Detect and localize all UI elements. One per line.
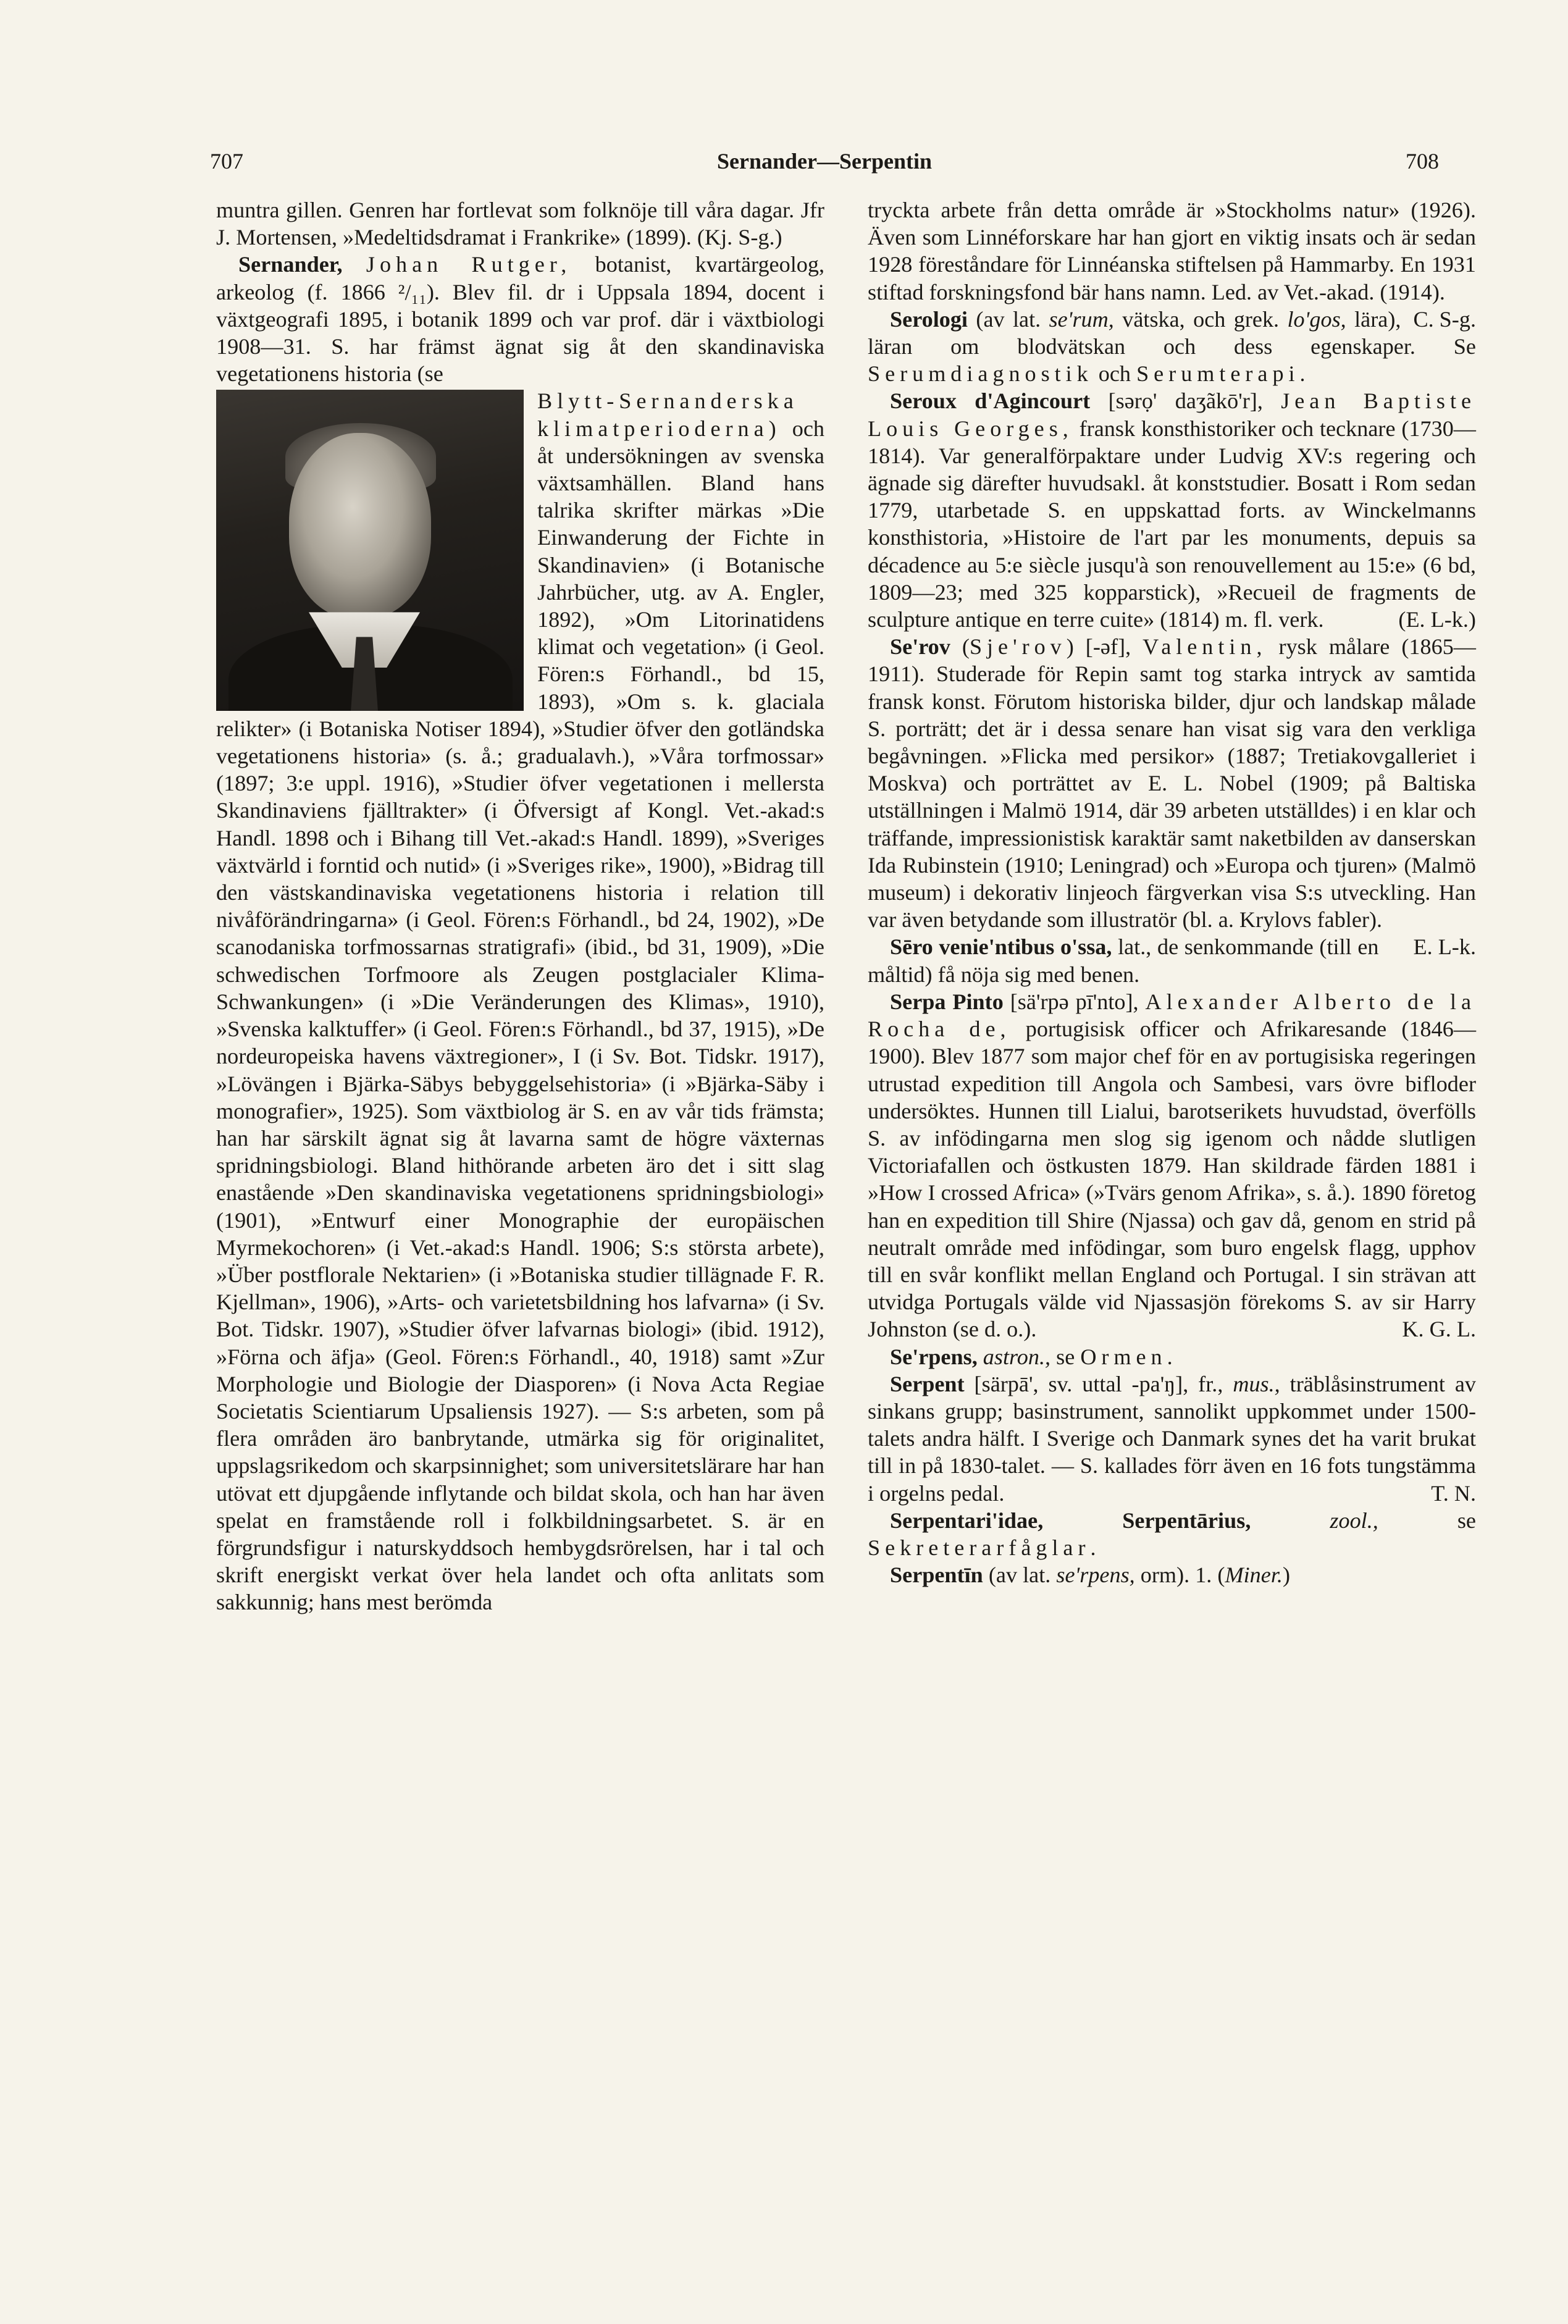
subject-label: astron.,	[977, 1344, 1051, 1369]
entry-text: )	[1282, 1563, 1291, 1588]
entry-text: fransk konsthistoriker och tecknare (1730—1814). Var generalförpaktare under Ludvig XV:s regering och ägnade sig därefter huvudsakl. åt konststudier. Bosatt i Rom sedan 1779, utarbetade S. en uppskattad forts. av Winckelmanns konsthistoria, »Histoire de l'art par les monuments, depuis sa décadence au 5:e siècle jusqu'à son renouvellement au 15:e» (6 bd, 1809—23; med 325 kopparstick), »Recueil de fragments de sculpture antique en terre cuite» (1814) m. fl. verk.	[868, 416, 1476, 632]
entry-headword: Sēro venie'ntibus o'ssa,	[890, 934, 1112, 960]
entry-text: se	[1378, 1508, 1476, 1533]
entry-person-name: Jean Baptiste Louis Georges,	[868, 388, 1476, 441]
entry-serpentariidae	[868, 1507, 1476, 1561]
etymology: se'rum,	[1049, 306, 1114, 332]
entry-text: ) och åt undersökningen av svenska växtsamhällen. Bland hans talrika skrifter märkas »Die Einwanderung der Fichte in Skandinavien» (i Botanische Jahrbücher, utg. av A. Engler, 1892), »Om Litorinatidens klimat och vegetation» (i Geol. Fören:s Förhandl., bd 15, 1893), »Om s. k. glaciala relikter» (i Botaniska Notiser 1894), »Studier öfver den gotländska vegetationens historia» (s. å.; gradualavh.), »Våra torfmossar» (1897; 3:e uppl. 1916), »Studier öfver vegetationen i mellersta Skandinaviens fjälltrakter» (i Öfversigt af Kongl. Vet.-akad:s Handl. 1898 och i Bihang till Vet.-akad:s Handl. 1899), »Sveriges växtvärld i forntid och nutid» (i »Sveriges rike», 1900), »Bidrag till den västskandinaviska vegetationens historia i relation till nivåförändringarna» (i Geol. Fören:s Förhandl., bd 24, 1902), »De scanodaniska torfmossarnas stratigrafi» (ibid., bd 31, 1909), »Die schwedischen Torfmoore als Zeugen postglacialer Klima-Schwankungen» (i »Die Veränderungen des Klimas», 1910), »Svenska kalktuffer» (i Geol. Fören:s Förhandl., bd 37, 1915), »De nordeuropeiska havens växtregioner», I (i Sv. Bot. Tidskr. 1917), »Lövängen i Bjärka-Säbys bebyggelsehistoria» (i »Bjärka-Säby i monografier», 1925). Som växtbiolog är S. en av vår tids främsta; han har särskilt ägnat sig åt lavarna samt de högre växternas spridningsbiologi. Bland hithörande arbeten äro det i sitt slag enastående »Den skandinaviska vegetationens spridningsbiologi» (1901), »Entwurf einer Monographie der europäischen Myrmekochoren» (i Vet.-akad:s Handl. 1906; S:s största arbete), »Über postflorale Nektarien» (i »Botaniska studier tillägnade F. R. Kjellman», 1906), »Arts- och varietetsbildning hos lafvarna» (i Sv. Bot. Tidskr. 1907), »Studier öfver lafvarnas biologi» (ibid. 1912), »Förna och äfja» (Geol. Fören:s Förhandl., 40, 1918) samt »Zur Morphologie und Biologie der Diasporen» (i Nova Acta Regiae Societatis Scientiarum Upsaliensis 1927). — S:s arbeten, som på flera områden äro banbrytande, utmärka sig för originalitet, uppslagsrikedom och skarpsinnighet; som universitetslärare har han utövat ett djupgående inflytande och bildat skola, och han har även spelat en framstående roll i folkbildningsarbetet. S. är en förgrundsfigur i naturskyddsoch hembygdsrörelsen, har i tal och skrift energiskt verkat över hela landet och ofta anlitats som sakkunnig; hans mest berömda	[216, 416, 824, 1615]
subject-label: Miner.	[1225, 1563, 1283, 1588]
entry-serpent	[868, 1370, 1476, 1507]
entry-text: vätska, och grek.	[1113, 306, 1288, 332]
entry-headword: Seroux d'Agincourt	[890, 388, 1091, 414]
entry-text: (	[950, 634, 970, 660]
entry-headword: Serpent	[890, 1371, 965, 1396]
pronunciation: [särpā', sv. uttal -pa'ŋ], fr.,	[964, 1371, 1233, 1396]
entry-text: .	[1299, 361, 1306, 387]
entry-headword: Serologi	[890, 306, 968, 332]
entry-headword: Se'rpens,	[890, 1344, 978, 1369]
author-signature: E. L-k.	[1413, 934, 1476, 960]
subject-label: mus.,	[1233, 1371, 1280, 1396]
entry-text: orm). 1. (	[1134, 1563, 1225, 1588]
pronunciation: ) [-əf],	[1066, 634, 1143, 660]
entry-serpens	[868, 1343, 1476, 1370]
etymology: lo'gos,	[1287, 306, 1346, 332]
entry-person-name: Valentin,	[1142, 634, 1267, 660]
left-column	[216, 196, 824, 1616]
cross-reference: Serumterapi	[1136, 361, 1300, 387]
cross-reference: Serumdiagnostik	[868, 361, 1093, 387]
entry-text: lat., de senkommande (till en måltid) få nöja sig med benen.	[868, 934, 1379, 987]
entry-headword: Se'rov	[890, 634, 950, 660]
alternate-spelling: Sje'rov	[969, 634, 1067, 660]
entry-text: lära), läran om blodvätskan och dess egenskaper. Se	[868, 306, 1476, 359]
page-number-left: 707	[210, 149, 243, 174]
entry-sero-venientibus	[868, 933, 1476, 988]
entry-text: (av lat.	[968, 306, 1049, 332]
entry-text: tryckta arbete från detta område är »Stockholms natur» (1926). Även som Linnéforskare har han gjort en viktig insats och är sedan 1928 föreståndare för Linnéanska stiftelsen på Hammarby. En 1931 stiftad forskningsfond bär hans namn. Led. av Vet.-akad. (1914).	[868, 198, 1476, 304]
entry-seroux	[868, 387, 1476, 633]
entry-serpa-pinto	[868, 988, 1476, 1343]
pronunciation: [sä'rpə pī'nto],	[1003, 989, 1146, 1014]
cross-reference: Ormen	[1080, 1344, 1167, 1369]
entry-text: .	[1090, 1535, 1096, 1560]
entry-headword: Serpentari'idae, Serpentārius,	[890, 1508, 1251, 1533]
entry-headword: Serpa Pinto	[890, 989, 1004, 1014]
entry-text: se	[1050, 1344, 1081, 1369]
continued-paragraph: muntra gillen. Genren har fortlevat som folknöje till våra dagar. Jfr J. Mortensen, »Medeltidsdramat i Frankrike» (1899). (Kj. S-g.)	[216, 198, 824, 250]
entry-text: träblåsinstrument av sinkans grupp; basinstrument, sannolikt uppkommet under 1500-talets andra hälft. I Sverige och Danmark synes det ha varit brukat till in på 1830-talet. — S. kallades förr även en 16 fots tungstämma i orgelns pedal.	[868, 1371, 1476, 1506]
entry-serpentin	[868, 1561, 1476, 1588]
entry-text: portugisisk officer och Afrikaresande (1846—1900). Blev 1877 som major chef för en av portugisiska regeringen utrustad expedition till Angola och Sambesi, vars övre bifloder undersöktes. Hunnen till Lialui, barotserikets huvudstad, överfölls S. av infödingarna men slog sig igenom och nådde slutligen Victoriafallen och östkusten 1879. Han skildrade färden 1881 i »How I crossed Africa» (»Tvärs genom Afrika», s. å.). 1890 företog han en expedition till Shire (Njassa) och gav då, genom en strid på neutralt område med infödingar, som buro engelsk flagg, upphov till en svår konflikt mellan England och Portugal. I sin strävan att utvidga Portugals välde vid Njassasjön förekoms S. av sir Harry Johnston (se d. o.).	[868, 1017, 1477, 1342]
portrait-face	[289, 433, 431, 618]
right-column	[868, 196, 1476, 1588]
subject-label: zool.,	[1251, 1508, 1378, 1533]
author-signature: K. G. L.	[1402, 1317, 1476, 1342]
entry-headword: Sernander,	[238, 252, 343, 277]
running-head	[210, 148, 1439, 179]
portrait-photo	[216, 390, 524, 711]
entry-text: (av lat.	[983, 1563, 1057, 1588]
entry-person-name: Johan Rutger,	[366, 252, 572, 277]
author-signature: (E. L-k.)	[1398, 607, 1476, 632]
cross-reference: Sekreterarfåglar	[868, 1535, 1091, 1560]
entry-text: och	[1092, 361, 1137, 387]
entry-headword: Serpentīn	[890, 1563, 983, 1588]
author-signature: C. S-g.	[1413, 306, 1476, 332]
entry-text: rysk målare (1865—1911). Studerade för Repin samt tog starka intryck av samtida fransk konst. Förutom historiska bilder, djur och landskap målade S. porträtt; det är i dessa senare han visat sig vara den verkliga begåvningen. »Flicka med persikor» (1887; Tretiakovgalleriet i Moskva) och porträttet av E. L. Nobel (1909; på Baltiska utställningen i Malmö 1914, där 39 arbeten utställdes) i en klar och träffande, impressionistisk karaktär samt naketbilden av danserskan Ida Rubinstein (1910; Leningrad) och »Europa och tjuren» (Malmö museum) i dekorativ linjeoch färgverkan visa S:s utveckling. Han var även betydande som illustratör (bl. a. Krylovs fabler).	[868, 634, 1476, 933]
etymology: se'rpens,	[1056, 1563, 1135, 1588]
entry-serologi	[868, 306, 1476, 388]
page-number-right: 708	[1406, 149, 1439, 174]
entry-text: botanist, kvartärgeolog, arkeolog (f. 1866 ²/₁₁). Blev fil. dr i Uppsala 1894, docent i växtgeografi 1895, i botanik 1899 och var prof. där i växtbiologi 1908—31. S. har främst ägnat sig åt den skandinaviska vegetationens historia (se	[216, 252, 824, 387]
author-signature: T. N.	[1431, 1480, 1476, 1506]
entry-person-name: Alexander Alberto de la Rocha de,	[868, 989, 1476, 1042]
cross-reference: Blytt-Sernanderska klimatperioderna	[537, 388, 799, 441]
entry-text: .	[1167, 1344, 1173, 1369]
running-title: Sernander—Serpentin	[716, 149, 932, 174]
pronunciation: [sərọ' daʒãkō'r],	[1090, 388, 1281, 414]
entry-sernander	[216, 251, 824, 387]
